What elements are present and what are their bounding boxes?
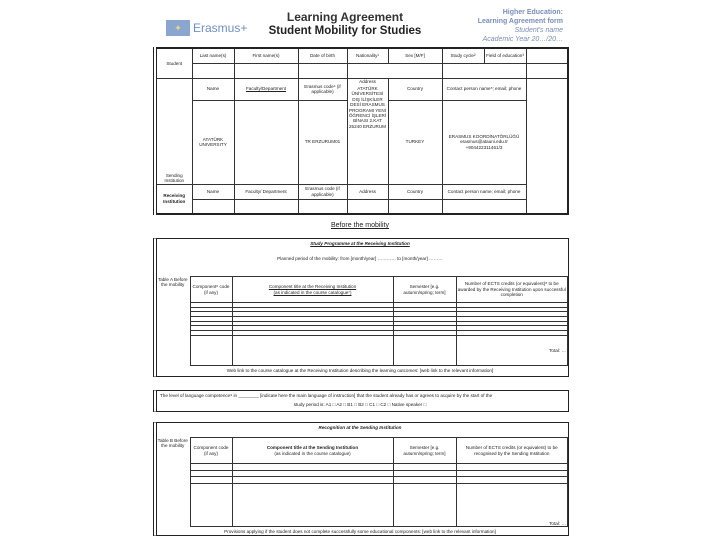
cell[interactable] — [190, 335, 232, 365]
cell[interactable] — [190, 464, 232, 471]
col-header: Erasmus code⁴ (if applicable) — [298, 78, 347, 100]
total-cell: Total: … — [456, 335, 568, 365]
col-header: Date of birth — [298, 48, 347, 63]
col-header: Address — [347, 184, 388, 199]
table-row — [156, 470, 568, 477]
nationality-cell[interactable] — [347, 63, 442, 78]
cell[interactable] — [232, 484, 393, 527]
col-header-note: (as indicated in the course catalogue) — [274, 450, 351, 456]
cell[interactable] — [456, 470, 568, 477]
cell[interactable] — [393, 477, 456, 484]
cell[interactable] — [190, 470, 232, 477]
sending-address: ATATÜRK ÜNİVERSİTESİ DIŞ İLİŞKİLER DESİ ERASMUS PROGRAMI YENİ ÖĞRENCİ İŞLERİ BİNASI 2.KAT 25240 ERZURUM — [348, 85, 387, 129]
col-header: Number of ECTS credits (or equivalent)⁸ to be awarded by the Receiving Institution upon successful completion — [456, 277, 568, 303]
col-header: Study cycle² — [442, 48, 484, 63]
page-subtitle: Student Mobility for Studies — [268, 25, 422, 37]
table-b-label: Table B Before the mobility — [157, 437, 188, 448]
col-header: Component title at the Sending Institution — [266, 445, 359, 451]
student-label: Student — [155, 48, 192, 78]
col-header: Country — [388, 78, 442, 100]
col-header: Name — [192, 184, 234, 199]
table-row — [156, 335, 568, 365]
course-catalogue-link[interactable]: Web link to the course catalogue at the Receiving Institution describing the learning outcomes: [web link to the relevant information] — [226, 368, 494, 373]
receiving-address-cell[interactable] — [347, 199, 388, 214]
dob-cell[interactable] — [298, 63, 347, 78]
cell[interactable] — [393, 470, 456, 477]
table-b-title: Recognition at the Sending Institution — [318, 425, 402, 430]
col-header: Field of education³ — [484, 48, 526, 63]
col-header: Faculty/ Department — [234, 184, 298, 199]
cell[interactable] — [393, 464, 456, 471]
col-header: Faculty/Department — [234, 78, 298, 100]
student-institution-table — [153, 47, 569, 215]
total-cell: Total: … — [456, 484, 568, 527]
cell[interactable] — [232, 335, 393, 365]
sex-cell[interactable] — [442, 63, 526, 78]
cell[interactable] — [393, 484, 456, 527]
header-info-line: Academic Year 20…/20… — [482, 36, 563, 43]
last-name-cell[interactable] — [192, 63, 234, 78]
sending-contact[interactable]: ERASMUS KOORDİNATÖRLÜĞÜ erasmus@atauni.edu.tr +904422311461/3 — [442, 100, 526, 184]
col-header: First name(s) — [234, 48, 298, 63]
table-row — [156, 464, 568, 471]
cell[interactable] — [190, 477, 232, 484]
header-info-line: Student's name — [514, 27, 563, 34]
cell[interactable] — [456, 477, 568, 484]
language-text: The level of language competence⁹ in ________ [indicate here the main language of instruction] that the student already has or agrees to acquire by the start of the — [160, 393, 493, 398]
col-header: Sex [M/F] — [388, 48, 442, 63]
receiving-contact-cell[interactable] — [442, 199, 526, 214]
col-header: Semester [e.g. autumn/spring; term] — [393, 277, 456, 303]
col-header: Erasmus code (if applicable) — [298, 184, 347, 199]
col-header: Semester [e.g. autumn/spring; term] — [393, 438, 456, 464]
eu-flag-icon: ✦ — [166, 20, 190, 36]
cell[interactable] — [456, 464, 568, 471]
col-header-note: (as indicated in the course catalogue⁷) — [273, 289, 352, 295]
col-header: Number of ECTS credits (or equivalent) to be recognised by the Sending Institution — [456, 438, 568, 464]
first-name-cell[interactable] — [234, 63, 298, 78]
sending-country[interactable]: TURKEY — [388, 100, 442, 184]
col-header: Contact person name; email; phone — [442, 184, 526, 199]
erasmus-logo — [166, 20, 247, 36]
col-header: Last name(s) — [192, 48, 234, 63]
col-header: Component title at the Receiving Institution — [268, 284, 357, 290]
sending-code[interactable]: TR ERZURUM01 — [298, 100, 347, 184]
table-row — [156, 477, 568, 484]
language-level-options[interactable]: study period is: A1 □ A2 □ B1 □ B2 □ C1 □ C2 □ Native speaker □ — [293, 402, 427, 407]
receiving-name-cell[interactable] — [192, 199, 234, 214]
page-title: Learning Agreement — [286, 10, 404, 24]
table-a-label: Table A Before the mobility — [157, 276, 188, 287]
cell[interactable] — [232, 464, 393, 471]
col-header: Nationality¹ — [347, 48, 388, 63]
provisions-link[interactable]: Provisions applying if the student does not complete successfully some educational components: [web link to the relevant information] — [224, 529, 496, 534]
receiving-code-cell[interactable] — [298, 199, 347, 214]
header-info — [478, 8, 563, 44]
sending-faculty[interactable] — [234, 100, 298, 184]
field-cell[interactable] — [526, 63, 568, 78]
cell[interactable] — [232, 470, 393, 477]
col-header: Component code (if any) — [190, 438, 232, 464]
cell[interactable] — [232, 477, 393, 484]
table-a — [156, 276, 568, 366]
col-header: Address — [359, 78, 376, 84]
mobility-period[interactable]: Planned period of the mobility: from [month/year] ………… to [month/year] ……… — [277, 256, 443, 261]
cell[interactable] — [393, 335, 456, 365]
receiving-country-cell[interactable] — [388, 199, 442, 214]
receiving-label: Receiving Institution — [155, 184, 192, 214]
logo-text: Erasmus+ — [193, 21, 248, 35]
header-info-line: Higher Education: — [502, 9, 563, 16]
col-header: Country — [388, 184, 442, 199]
section-heading: Before the mobility — [331, 222, 389, 229]
sending-label: Sending Institution — [155, 78, 192, 184]
col-header: Component⁶ code (if any) — [190, 277, 232, 303]
table-b — [156, 437, 568, 527]
sending-name[interactable]: ATATÜRK UNIVERSITY — [192, 100, 234, 184]
col-header: Name — [192, 78, 234, 100]
receiving-faculty-cell[interactable] — [234, 199, 298, 214]
col-header: Contact person name⁵; email; phone — [442, 78, 526, 100]
table-a-title: Study Programme at the Receiving Institution — [310, 241, 410, 246]
table-row — [156, 484, 568, 527]
header-info-line: Learning Agreement form — [477, 18, 563, 25]
cell[interactable] — [190, 484, 232, 527]
